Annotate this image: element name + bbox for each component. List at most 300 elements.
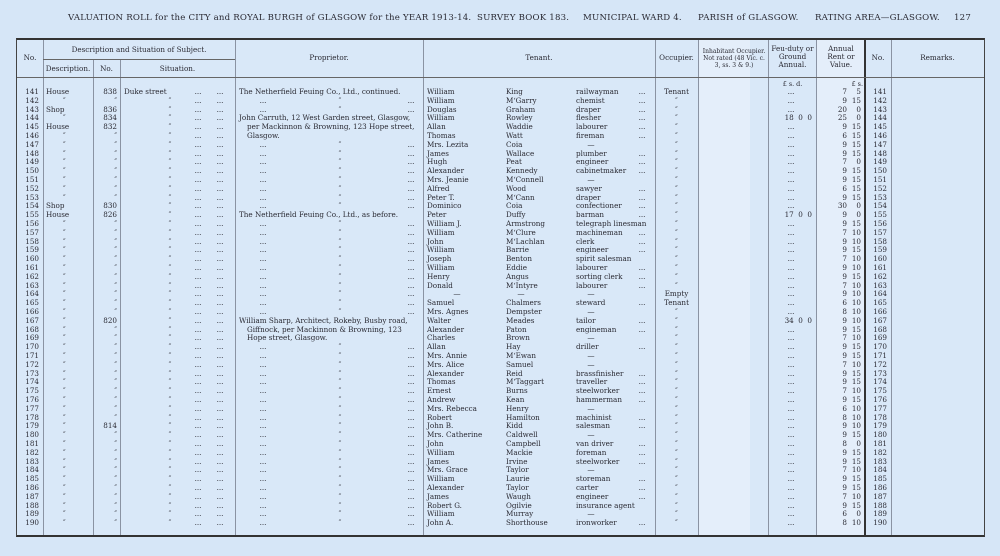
situation-leader: ... [194, 289, 202, 299]
proprietor-leader: ... [259, 483, 267, 492]
description: ″ [63, 254, 66, 264]
house-number: ″ [114, 386, 117, 396]
rent-pounds: 9 [842, 421, 847, 431]
rent-pounds: 9 [842, 245, 847, 255]
proprietor-leader: ... [407, 254, 415, 264]
rent-shillings: 10 [851, 280, 861, 290]
feu-duty: ... [787, 157, 795, 167]
tenant-surname: M‘Cann [506, 192, 535, 202]
tenant-occupation: — [587, 307, 595, 316]
situation-leader: ... [194, 465, 202, 475]
rent-pounds: 6 [842, 183, 847, 193]
tenant-surname: Brown [506, 333, 530, 343]
row-number: 189 [25, 509, 39, 519]
row-number: 182 [25, 447, 39, 457]
occupier: ″ [675, 175, 678, 184]
rent-shillings: 15 [851, 166, 861, 176]
proprietor-ditto: ″ [338, 263, 342, 272]
proprietor: The Netherfield Feuing Co., Ltd., as before. [239, 210, 398, 220]
rent-pounds: 6 [842, 131, 847, 140]
feu-duty: ... [787, 412, 795, 422]
feu-duty: ... [787, 236, 795, 246]
tenant-first-name: William [427, 87, 455, 96]
description: ″ [63, 351, 66, 360]
situation: ″ [168, 227, 172, 237]
rent-shillings: 15 [851, 139, 861, 149]
house-number: ″ [114, 465, 117, 475]
rent-pounds: 30 [837, 201, 847, 211]
proprietor-leader: ... [259, 175, 267, 184]
situation-leader: ... [216, 148, 224, 158]
tenant-surname: Kennedy [506, 166, 538, 176]
proprietor-ditto: ″ [338, 465, 342, 475]
situation: ″ [168, 210, 172, 220]
tenant-first-name: Robert [427, 412, 452, 422]
occupier: ″ [675, 351, 678, 360]
situation: ″ [168, 307, 172, 316]
feu-duty: ... [787, 280, 795, 290]
situation: ″ [168, 518, 172, 528]
occupation-leader: ... [638, 148, 646, 158]
occupier: ″ [675, 307, 678, 316]
situation-leader: ... [216, 333, 224, 343]
proprietor-leader: ... [407, 236, 415, 246]
situation: ″ [168, 342, 172, 352]
house-number: ″ [114, 192, 117, 202]
occupier: ″ [675, 245, 678, 255]
tenant-surname: Rowley [506, 113, 533, 123]
tenant-occupation: labourer [576, 280, 608, 290]
row-number: 149 [25, 157, 39, 167]
tenant-surname: Laurie [506, 474, 530, 484]
row-number: 145 [25, 122, 39, 132]
tenant-occupation: telegraph linesman [576, 219, 647, 228]
occupation-leader: ... [638, 236, 646, 246]
situation-leader: ... [216, 456, 224, 466]
house-number: ″ [114, 131, 117, 140]
tenant-occupation: chemist [576, 95, 605, 105]
rent-pounds: 9 [842, 210, 847, 220]
rent-pounds: 9 [842, 219, 847, 228]
tenant-first-name: — [453, 289, 461, 299]
description: ″ [63, 95, 66, 105]
tenant-surname: Campbell [506, 439, 541, 448]
situation-leader: ... [194, 518, 202, 528]
feu-duty: ... [787, 518, 795, 528]
house-number: ″ [114, 509, 117, 519]
proprietor-leader: ... [259, 491, 267, 501]
rent-pounds: 6 [842, 403, 847, 413]
tenant-first-name: Thomas [427, 131, 456, 140]
tenant-occupation: sorting clerk [576, 271, 623, 281]
description: ″ [63, 139, 66, 149]
proprietor-leader: ... [407, 491, 415, 501]
house-number: ″ [114, 439, 117, 448]
tenant-occupation: storeman [576, 474, 611, 484]
situation: ″ [168, 254, 172, 264]
situation: ″ [168, 95, 172, 105]
proprietor-leader: ... [407, 368, 415, 378]
proprietor-leader: ... [259, 104, 267, 114]
situation-leader: ... [216, 175, 224, 184]
tenant-first-name: Henry [427, 271, 450, 281]
row-number-right: 144 [873, 113, 887, 123]
row-number-right: 150 [873, 166, 887, 176]
row-number: 150 [25, 166, 39, 176]
tenant-first-name: Mrs. Lezita [427, 139, 469, 149]
row-number-right: 142 [873, 95, 887, 105]
row-number: 181 [25, 439, 39, 448]
feu-duty: ... [787, 474, 795, 484]
row-number-right: 163 [873, 280, 887, 290]
proprietor-leader: ... [407, 139, 415, 149]
proprietor-ditto: ″ [338, 474, 342, 484]
tenant-occupation: labourer [576, 263, 608, 272]
situation-leader: ... [216, 280, 224, 290]
row-number-right: 161 [873, 263, 887, 272]
situation-leader: ... [216, 500, 224, 510]
proprietor-leader: ... [407, 465, 415, 475]
situation-leader: ... [194, 333, 202, 343]
tenant-surname: M‘Clure [506, 227, 536, 237]
proprietor-ditto: ″ [338, 342, 342, 352]
row-number: 186 [25, 483, 39, 492]
tenant-occupation: insurance agent [576, 500, 635, 510]
proprietor-leader: ... [407, 307, 415, 316]
row-number: 164 [25, 289, 39, 299]
proprietor-ditto: ″ [338, 439, 342, 448]
proprietor-leader: ... [259, 359, 267, 369]
tenant-surname: Dempster [506, 307, 542, 316]
description: ″ [63, 359, 66, 369]
situation-leader: ... [194, 421, 202, 431]
col-no-right: No. [871, 53, 885, 62]
house-number: ″ [114, 403, 117, 413]
proprietor-leader: ... [407, 298, 415, 308]
house-number: ″ [114, 148, 117, 158]
house-number: ″ [114, 263, 117, 272]
col-no: No. [23, 53, 37, 62]
occupier: ″ [675, 500, 678, 510]
tenant-first-name: Mrs. Agnes [427, 307, 469, 316]
row-number: 167 [25, 315, 39, 325]
situation-leader: ... [194, 122, 202, 132]
row-number: 146 [25, 131, 39, 140]
situation: ″ [168, 192, 172, 202]
house-number: ″ [114, 483, 117, 492]
proprietor-leader: ... [407, 421, 415, 431]
situation: ″ [168, 377, 172, 387]
house-number: 814 [103, 421, 117, 431]
situation-leader: ... [194, 315, 202, 325]
tenant-occupation: engineer [576, 245, 609, 255]
feu-duty: ... [787, 430, 795, 440]
rent-pounds: 9 [842, 377, 847, 387]
tenant-occupation: sawyer [576, 183, 602, 193]
rent-shillings: 15 [851, 122, 861, 132]
proprietor-leader: ... [259, 183, 267, 193]
house-number: ″ [114, 395, 117, 404]
occupation-leader: ... [638, 113, 646, 123]
feu-units: £ s. d. [782, 80, 803, 88]
occupier: ″ [675, 474, 678, 484]
feu-duty: ... [787, 351, 795, 360]
rent-pounds: 8 [842, 518, 847, 528]
tenant-surname: Paton [506, 324, 527, 334]
situation-leader: ... [216, 245, 224, 255]
row-number-right: 146 [873, 131, 887, 140]
situation: ″ [168, 509, 172, 519]
situation-leader: ... [216, 271, 224, 281]
row-number: 168 [25, 324, 39, 334]
tenant-occupation: — [587, 403, 595, 413]
tenant-first-name: Alexander [427, 166, 465, 176]
situation: ″ [168, 201, 172, 211]
row-number: 172 [25, 359, 39, 369]
rent-pounds: 9 [842, 271, 847, 281]
row-number-right: 182 [873, 447, 887, 457]
rent-pounds: 7 [842, 227, 847, 237]
parish: PARISH of GLASGOW. [698, 13, 799, 23]
col-occupier: Occupier. [659, 53, 694, 62]
col-description: Description. [45, 64, 91, 73]
feu-duty: ... [787, 377, 795, 387]
proprietor-ditto: ″ [338, 227, 342, 237]
description: ″ [63, 157, 66, 167]
proprietor-leader: ... [407, 430, 415, 440]
situation-leader: ... [194, 386, 202, 396]
col-annual-rent: Annual Rent or Value. [827, 44, 855, 69]
house-number: 832 [103, 122, 117, 132]
feu-duty: ... [787, 263, 795, 272]
rent-shillings: 15 [851, 148, 861, 158]
tenant-occupation: spirit salesman [576, 254, 632, 264]
tenant-first-name: Mrs. Catherine [427, 430, 483, 440]
row-number: 157 [25, 227, 39, 237]
tenant-first-name: William J. [427, 219, 462, 228]
proprietor-leader: ... [259, 157, 267, 167]
tenant-occupation: driller [576, 342, 599, 352]
row-number: 180 [25, 430, 39, 440]
proprietor-leader: ... [259, 280, 267, 290]
proprietor-ditto: ″ [338, 412, 342, 422]
feu-duty: ... [787, 359, 795, 369]
row-number-right: 168 [873, 324, 887, 334]
tenant-occupation: traveller [576, 377, 608, 387]
description: ″ [63, 219, 66, 228]
row-number-right: 167 [873, 315, 887, 325]
proprietor-ditto: ″ [338, 395, 342, 404]
situation-leader: ... [194, 412, 202, 422]
feu-duty: ... [787, 227, 795, 237]
situation-leader: ... [216, 192, 224, 202]
description: ″ [63, 368, 66, 378]
occupier: ″ [675, 104, 678, 114]
tenant-occupation: engineer [576, 157, 609, 167]
tenant-surname: Kidd [506, 421, 523, 431]
occupier: ″ [675, 236, 678, 246]
house-number: ″ [114, 245, 117, 255]
occupier: ″ [675, 439, 678, 448]
proprietor-leader: ... [407, 289, 415, 299]
rent-pounds: 9 [842, 289, 847, 299]
tenant-first-name: Alfred [427, 183, 450, 193]
proprietor-ditto: ″ [338, 201, 342, 211]
tenant-occupation: barman [576, 210, 605, 220]
proprietor-ditto: ″ [338, 183, 342, 193]
proprietor-leader: ... [259, 500, 267, 510]
tenant-first-name: Walter [427, 315, 451, 325]
col-remarks: Remarks. [920, 53, 955, 62]
rent-shillings: 0 [856, 104, 861, 114]
row-number-right: 179 [873, 421, 887, 431]
tenant-first-name: James [427, 491, 449, 501]
tenant-occupation: cabinetmaker [576, 166, 627, 176]
situation-leader: ... [194, 183, 202, 193]
tenant-surname: Caldwell [506, 430, 538, 440]
proprietor-ditto: ″ [338, 368, 342, 378]
tenant-surname: Murray [506, 509, 534, 519]
tenant-surname: Irvine [506, 456, 528, 466]
row-number: 147 [25, 139, 39, 149]
proprietor-leader: ... [259, 192, 267, 202]
description: ″ [63, 395, 66, 404]
row-number: 178 [25, 412, 39, 422]
proprietor-ditto: ″ [338, 500, 342, 510]
tenant-occupation: — [587, 333, 595, 343]
description: ″ [63, 403, 66, 413]
occupation-leader: ... [638, 474, 646, 484]
proprietor-leader: ... [259, 403, 267, 413]
situation: ″ [168, 298, 172, 308]
situation-leader: ... [194, 447, 202, 457]
proprietor-leader: ... [407, 500, 415, 510]
situation: ″ [168, 236, 172, 246]
tenant-surname: M‘Lachlan [506, 236, 545, 246]
rent-pounds: 9 [842, 351, 847, 360]
occupation-leader: ... [638, 412, 646, 422]
tenant-surname: Reid [506, 368, 523, 378]
proprietor-leader: ... [259, 298, 267, 308]
proprietor-ditto: ″ [338, 359, 342, 369]
feu-duty: ... [787, 509, 795, 519]
occupier: ″ [675, 456, 678, 466]
proprietor-leader: ... [259, 377, 267, 387]
description: ″ [63, 439, 66, 448]
proprietor-leader: ... [259, 412, 267, 422]
situation: ″ [168, 157, 172, 167]
feu-duty: ... [787, 298, 795, 308]
occupier: ″ [675, 227, 678, 237]
occupation-leader: ... [638, 456, 646, 466]
proprietor-leader: ... [259, 518, 267, 528]
row-number: 160 [25, 254, 39, 264]
tenant-first-name: Allan [427, 342, 446, 352]
proprietor-leader: ... [407, 245, 415, 255]
situation-leader: ... [216, 236, 224, 246]
tenant-surname: Coia [506, 201, 523, 211]
occupation-leader: ... [638, 245, 646, 255]
proprietor-leader: ... [259, 148, 267, 158]
situation: ″ [168, 421, 172, 431]
proprietor-leader: ... [407, 342, 415, 352]
occupier: ″ [675, 421, 678, 431]
proprietor-leader: ... [407, 192, 415, 202]
col-number: No. [100, 64, 113, 73]
row-number-right: 145 [873, 122, 887, 132]
tenant-occupation: fireman [576, 131, 605, 140]
situation-leader: ... [216, 509, 224, 519]
description: ″ [63, 412, 66, 422]
feu-duty: 18 0 0 [784, 113, 812, 123]
occupier: ″ [675, 377, 678, 387]
tenant-first-name: Hugh [427, 157, 448, 167]
house-number: ″ [114, 351, 117, 360]
row-number-right: 165 [873, 298, 887, 308]
row-number-right: 170 [873, 342, 887, 352]
row-number: 169 [25, 333, 39, 343]
row-number-right: 154 [873, 201, 887, 211]
proprietor-leader: ... [407, 359, 415, 369]
situation-leader: ... [194, 271, 202, 281]
proprietor: The Netherfield Feuing Co., Ltd., continued. [239, 87, 401, 96]
house-number: 836 [103, 104, 117, 114]
description: ″ [63, 315, 66, 325]
description: ″ [63, 175, 66, 184]
row-number-right: 186 [873, 483, 887, 492]
tenant-first-name: Dominico [427, 201, 462, 211]
row-number: 188 [25, 500, 39, 510]
situation-leader: ... [216, 403, 224, 413]
rent-pounds: 7 [842, 465, 847, 475]
tenant-first-name: William [427, 245, 455, 255]
feu-duty: ... [787, 289, 795, 299]
situation-leader: ... [194, 131, 202, 140]
tenant-occupation: labourer [576, 122, 608, 132]
rent-shillings: 15 [851, 447, 861, 457]
situation: ″ [168, 175, 172, 184]
proprietor-leader: ... [259, 307, 267, 316]
tenant-occupation: — [587, 139, 595, 149]
row-number-right: 153 [873, 192, 887, 202]
situation-leader: ... [216, 351, 224, 360]
row-number: 143 [25, 104, 39, 114]
rent-shillings: 10 [851, 315, 861, 325]
house-number: ″ [114, 430, 117, 440]
tenant-first-name: John A. [427, 518, 454, 528]
situation-leader: ... [216, 421, 224, 431]
rent-shillings: 15 [851, 430, 861, 440]
tenant-first-name: John [427, 439, 444, 448]
proprietor-leader: ... [259, 342, 267, 352]
row-number: 179 [25, 421, 39, 431]
tenant-first-name: William [427, 227, 455, 237]
situation-leader: ... [194, 254, 202, 264]
tenant-surname: M‘Taggart [506, 377, 544, 387]
tenant-occupation: clerk [576, 236, 595, 246]
proprietor-leader: ... [259, 509, 267, 519]
feu-duty: ... [787, 104, 795, 114]
house-number: ″ [114, 368, 117, 378]
rent-pounds: 7 [842, 87, 847, 96]
tenant-occupation: steelworker [576, 386, 620, 396]
situation: ″ [168, 395, 172, 404]
tenant-first-name: James [427, 148, 449, 158]
proprietor-leader: ... [407, 386, 415, 396]
rent-pounds: 7 [842, 491, 847, 501]
situation-leader: ... [216, 201, 224, 211]
rent-shillings: 5 [856, 87, 861, 96]
